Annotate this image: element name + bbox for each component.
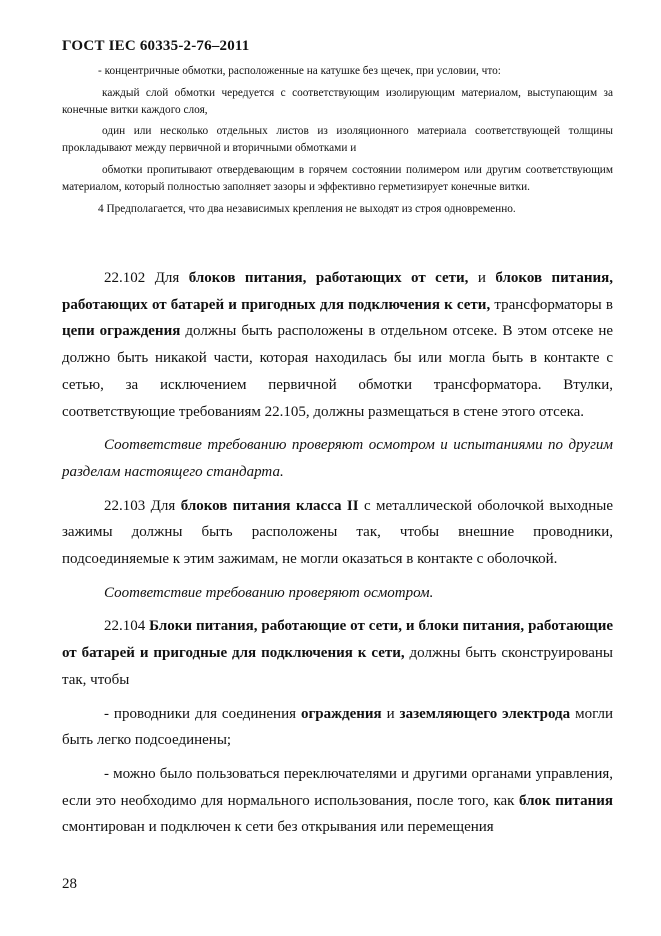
clause-number: 22.104 <box>104 618 146 635</box>
term: цепи ограждения <box>62 323 181 340</box>
clause-number: 22.102 <box>104 270 146 286</box>
paragraph-22-103: 22.103 Для блоков питания класса II с металлической оболочкой выходные зажимы должны быть расположены так, чтобы внешние проводники, подсоединяемые к этим зажимам, не могли оказаться в контакте с оболочкой. <box>62 497 613 568</box>
term: блок питания <box>519 792 613 809</box>
note-line-3: один или несколько отдельных листов из изоляционного материала соответствующей толщины прокладывают между первичной и вторичными обмотками и <box>62 125 613 155</box>
note-line-4: обмотки пропитывают отвердевающим в горячем состоянии полимером или другим соответствующим материалом, который полностью заполняет зазоры и эффективно герметизирует конечные витки. <box>62 163 613 193</box>
note-line-2: каждый слой обмотки чередуется с соответствующим изолирующим материалом, выступающим за конечные витки каждого слоя, <box>62 86 613 116</box>
term: Блоки питания, работающие от сети, и блоки питания, работающие от батарей и пригодные для подключения к сети, <box>62 618 613 662</box>
document-header: ГОСТ IEC 60335-2-76–2011 <box>62 38 250 54</box>
list-item-switches: - можно было пользоваться переключателями и другими органами управления, если это необходимо для нормального использования, после того, как блок питания смонтирован и подключен к сети без открывания или перемещения <box>62 765 613 836</box>
note-4: 4 Предполагается, что два независимых крепления не выходят из строя одновременно. <box>98 202 516 215</box>
compliance-check-22-102: Соответствие требованию проверяют осмотром и испытаниями по другим разделам настоящего стандарта. <box>62 437 613 480</box>
page-number: 28 <box>62 876 77 892</box>
notes-block <box>62 63 613 217</box>
term: блоков питания класса II <box>180 497 359 514</box>
term: блоков питания, работающих от батарей и пригодных для подключения к сети, <box>62 270 614 313</box>
list-item-conductors: - проводники для соединения ограждения и заземляющего электрода могли быть легко подсоединены; <box>62 705 613 749</box>
paragraph-22-102: 22.102 Для блоков питания, работающих от сети, и блоков питания, работающих от батарей и пригодных для подключения к сети, трансформаторы в цепи ограждения должны быть расположены в отдельном отсеке. В этом отсеке не должно быть никакой части, которая находилась бы или могла быть в контакте с сетью, за исключением первичной обмотки трансформатора. Втулки, соответствующие требованиям 22.105, должны размещаться в стене этого отсека. <box>62 270 614 420</box>
term: заземляющего электрода <box>399 705 571 722</box>
note-line-1: - концентричные обмотки, расположенные на катушке без щечек, при условии, что: <box>98 65 501 77</box>
paragraph-22-104: 22.104 Блоки питания, работающие от сети, и блоки питания, работающие от батарей и пригодные для подключения к сети, должны быть сконструированы так, чтобы <box>62 618 613 688</box>
main-text <box>62 265 613 841</box>
compliance-check-22-103: Соответствие требованию проверяют осмотром. <box>104 584 434 601</box>
term: ограждения <box>300 705 382 722</box>
term: блоков питания, работающих от сети, <box>188 270 469 286</box>
clause-number: 22.103 <box>104 497 146 514</box>
